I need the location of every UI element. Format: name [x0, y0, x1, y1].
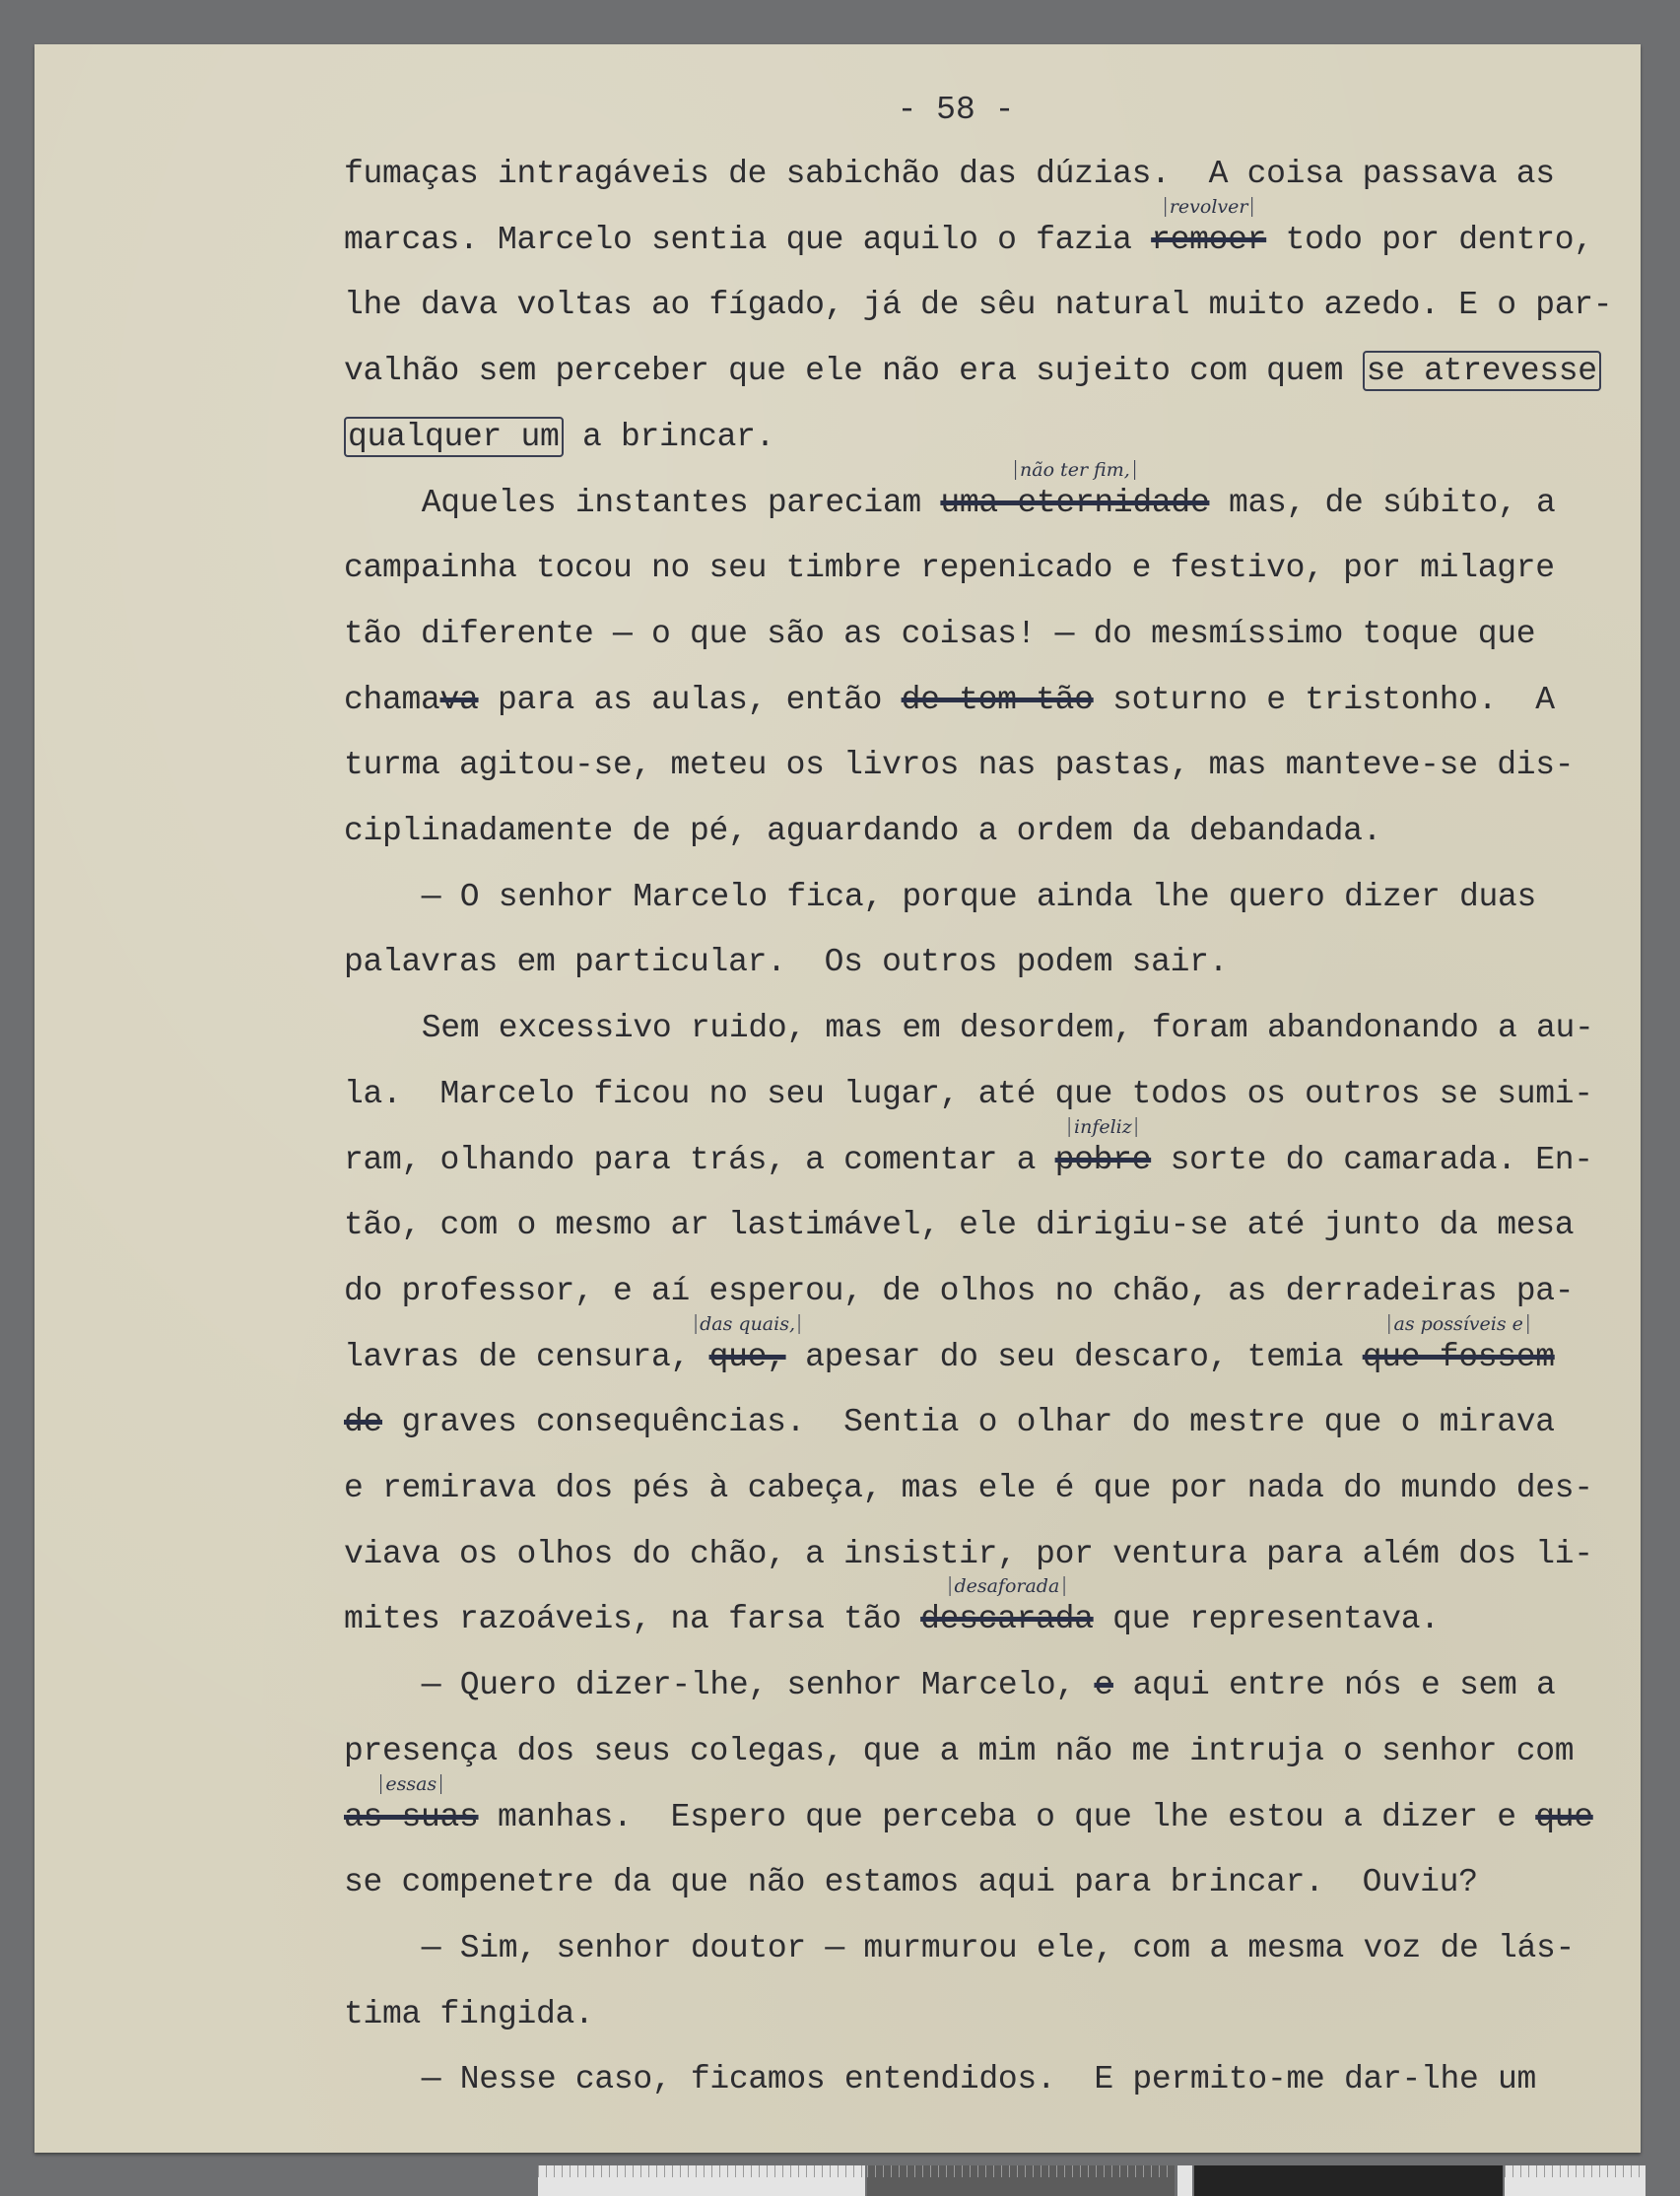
text-line — [344, 156, 1555, 193]
handwritten-insertion: desaforada — [949, 1576, 1064, 1596]
text-segment: viava os olhos do chão, a insistir, por ventura para além dos li- — [344, 1535, 1593, 1572]
text-line — [344, 616, 1535, 653]
text-line — [344, 1536, 1593, 1573]
text-segment: mas, de súbito, a — [1209, 484, 1556, 521]
ruler-white-segment — [538, 2165, 865, 2196]
text-line — [344, 1115, 1593, 1179]
text-segment: turma agitou-se, meteu os livros nas pastas, mas manteve-se dis- — [344, 747, 1575, 784]
text-segment: la. Marcelo ficou no seu lugar, até que todos os outros se sumi- — [344, 1075, 1593, 1112]
text-segment: todo por dentro, — [1266, 221, 1593, 258]
handwritten-insertion: essas — [380, 1774, 441, 1794]
text-line — [344, 1733, 1574, 1770]
text-line — [422, 2061, 1536, 2098]
correction — [344, 1404, 382, 1441]
text-segment: presença dos seus colegas, que a mim não me intruja o senhor com — [344, 1732, 1575, 1769]
text-line — [344, 1076, 1593, 1113]
text-segment: fumaças intragáveis de sabichão das dúzias. A coisa passava as — [344, 156, 1555, 192]
text-line — [344, 1470, 1593, 1507]
text-line — [344, 353, 1601, 390]
struck-text: que — [1535, 1798, 1593, 1835]
text-segment: aqui entre nós e sem a — [1112, 1667, 1556, 1704]
struck-text: de — [344, 1404, 383, 1441]
text-line — [421, 458, 1556, 522]
text-segment: e remirava dos pés à cabeça, mas ele é que por nada do mundo des- — [344, 1470, 1593, 1506]
text-segment: — Nesse caso, ficamos entendidos. E permito-me dar-lhe um — [421, 2061, 1536, 2098]
struck-text: uma eternidade — [940, 484, 1210, 521]
text-segment: tão, com o mesmo ar lastimável, ele dirigiu-se até junto da mesa — [344, 1207, 1575, 1244]
correction — [700, 1312, 795, 1376]
text-line — [344, 1864, 1478, 1901]
correction — [344, 1772, 479, 1836]
handwritten-insertion: das quais, — [695, 1314, 800, 1334]
correction — [440, 682, 479, 719]
text-line — [344, 1312, 1555, 1376]
page-number: - 58 - — [897, 92, 1015, 128]
text-segment: para as aulas, então — [478, 681, 902, 718]
correction — [1094, 1667, 1113, 1704]
text-line — [344, 1273, 1574, 1310]
correction — [902, 682, 1094, 719]
ruler-black-segment — [1194, 2165, 1503, 2196]
text-segment: sorte do camarada. En- — [1151, 1141, 1593, 1178]
text-line — [344, 813, 1381, 850]
text-line — [344, 944, 1228, 981]
text-segment: lhe dava voltas ao fígado, já de sêu natural muito azedo. E o par- — [344, 287, 1613, 324]
text-line — [344, 1575, 1440, 1638]
text-segment: do professor, e aí esperou, de olhos no chão, as derradeiras pa- — [344, 1272, 1575, 1309]
text-line — [344, 419, 774, 456]
text-segment: mites razoáveis, na farsa tão — [344, 1601, 921, 1638]
text-line — [422, 1010, 1594, 1047]
text-line — [344, 1207, 1574, 1244]
text-segment: graves consequências. Sentia o olhar do mestre que o mirava — [382, 1404, 1555, 1441]
text-line — [344, 287, 1612, 324]
struck-text: que, — [708, 1338, 786, 1375]
handwritten-insertion: revolver — [1165, 197, 1253, 217]
text-line — [344, 1996, 594, 2033]
text-segment: campainha tocou no seu timbre repenicado e festivo, por milagre — [344, 550, 1555, 587]
correction — [920, 1575, 1094, 1638]
text-line — [422, 879, 1536, 916]
text-segment: Aqueles instantes pareciam — [421, 484, 941, 521]
struck-text: as suas — [344, 1798, 479, 1835]
text-segment: — O senhor Marcelo fica, porque ainda lhe quero dizer duas — [421, 878, 1536, 915]
ruler-white-gap — [1177, 2165, 1192, 2196]
boxed-text: qualquer um — [344, 417, 564, 457]
text-segment: ciplinadamente de pé, aguardando a ordem da debandada. — [344, 813, 1382, 849]
handwritten-insertion: as possíveis e — [1389, 1314, 1528, 1334]
struck-text: pobre — [1054, 1141, 1152, 1178]
struck-text: de tom tão — [901, 681, 1094, 718]
correction — [1535, 1799, 1593, 1836]
correction — [940, 458, 1210, 522]
text-line — [344, 747, 1574, 784]
text-line — [344, 550, 1555, 587]
text-segment: manhas. Espero que perceba o que lhe estou a dizer e — [478, 1798, 1536, 1835]
text-segment: marcas. Marcelo sentia que aquilo o fazia — [344, 221, 1152, 258]
text-segment: tima fingida. — [344, 1995, 594, 2032]
typewritten-page — [34, 44, 1641, 2153]
struck-text: remoer — [1151, 221, 1267, 258]
text-segment: se compenetre da que não estamos aqui para brincar. Ouviu? — [344, 1864, 1478, 1901]
text-segment: apesar do seu descaro, temia — [785, 1338, 1363, 1375]
text-line — [422, 1930, 1575, 1967]
correction — [1151, 195, 1267, 259]
struck-text: va — [439, 681, 479, 718]
text-segment: valhão sem perceber que ele não era sujeito com quem — [344, 353, 1363, 390]
ruler-white-end — [1505, 2165, 1646, 2196]
text-segment: — Quero dizer-lhe, senhor Marcelo, — [421, 1667, 1095, 1704]
struck-text: descarada — [920, 1601, 1094, 1638]
ruler-gray-segment — [867, 2165, 1175, 2196]
handwritten-insertion: não ter fim, — [1015, 460, 1135, 480]
text-segment: a brincar. — [563, 418, 775, 455]
text-segment: palavras em particular. Os outros podem sair. — [344, 944, 1229, 981]
text-segment: Sem excessivo ruido, mas em desordem, foram abandonando a au- — [421, 1010, 1594, 1047]
boxed-text: se atrevesse — [1363, 351, 1601, 391]
text-line — [422, 1667, 1556, 1704]
struck-text: que fossem — [1362, 1338, 1555, 1375]
text-segment: tão diferente — o que são as coisas! — do mesmíssimo toque que — [344, 615, 1536, 652]
text-segment: chama — [344, 681, 440, 718]
correction — [1362, 1312, 1555, 1376]
text-segment: ram, olhando para trás, a comentar a — [344, 1141, 1055, 1178]
struck-text: e — [1094, 1667, 1113, 1704]
text-segment: — Sim, senhor doutor — murmurou ele, com a mesma voz de lás- — [421, 1929, 1575, 1966]
text-line — [344, 682, 1555, 719]
correction — [1054, 1115, 1152, 1179]
handwritten-insertion: infeliz — [1069, 1117, 1137, 1137]
text-line — [344, 1404, 1555, 1441]
text-line — [344, 195, 1593, 259]
text-segment: lavras de censura, — [344, 1338, 709, 1375]
text-segment: soturno e tristonho. A — [1093, 681, 1555, 718]
text-line — [344, 1772, 1593, 1836]
text-segment: que representava. — [1093, 1601, 1440, 1638]
